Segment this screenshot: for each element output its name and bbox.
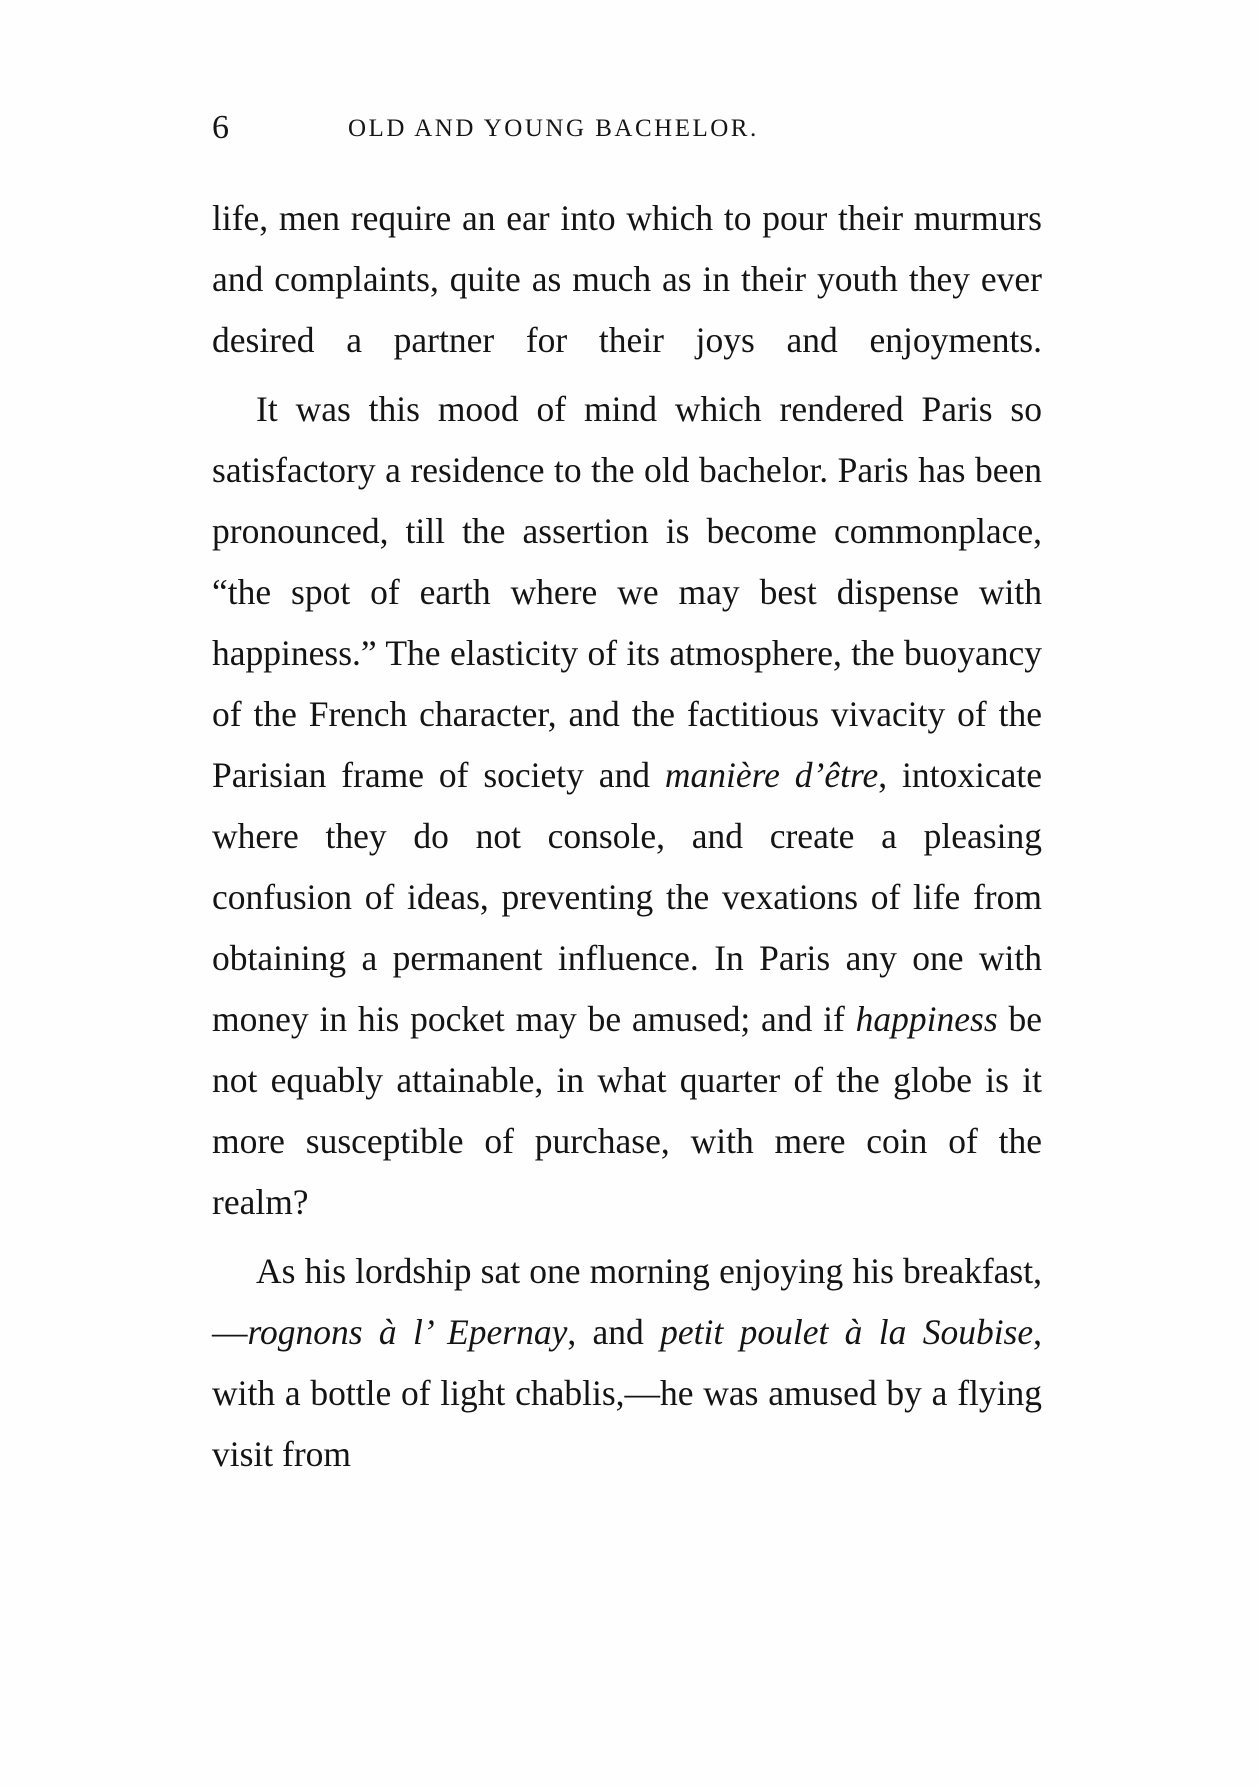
italic-phrase: manière d’être [664, 755, 879, 795]
text-segment: be not equably attainable, in what quarter of the globe is it more susceptible of purchase, with mere coin of the realm? [212, 999, 1042, 1222]
body-text [212, 188, 1042, 1485]
text-segment: , and [567, 1312, 661, 1352]
text-segment: As his lordship sat one morning enjoying his breakfast, — [212, 1251, 1042, 1352]
italic-phrase: happiness [855, 999, 998, 1039]
paragraph [212, 1241, 1042, 1485]
text-segment: life, men require an ear into which to pour their murmurs and complaints, quite as much as in their youth they ever desired a partner for their joys and enjoyments. [212, 198, 1042, 360]
page-number: 6 [212, 109, 229, 146]
running-title: OLD AND YOUNG BACHELOR. [348, 115, 759, 142]
italic-phrase: petit poulet à la Soubise [660, 1312, 1034, 1352]
page-header [212, 108, 1052, 148]
paragraph [212, 188, 1042, 371]
text-segment: It was this mood of mind which rendered Paris so satisfactory a residence to the old bachelor. Paris has been pronounced, till the assertion is become commonplace, “the spot of earth where we may best dispense with happiness.” The elasticity of its atmosphere, the buoyancy of the French character, and the factitious vivacity of the Parisian frame of society and [212, 389, 1042, 795]
text-segment: , intoxicate where they do not console, and create a pleasing confusion of ideas, preventing the vexations of life from obtaining a permanent influence. In Paris any one with money in his pocket may be amused; and if [212, 755, 1042, 1039]
text-segment: , with a bottle of light chablis,—he was amused by a flying visit from [212, 1312, 1042, 1474]
paragraph [212, 379, 1042, 1233]
italic-phrase: rognons à l’ Epernay [247, 1312, 568, 1352]
